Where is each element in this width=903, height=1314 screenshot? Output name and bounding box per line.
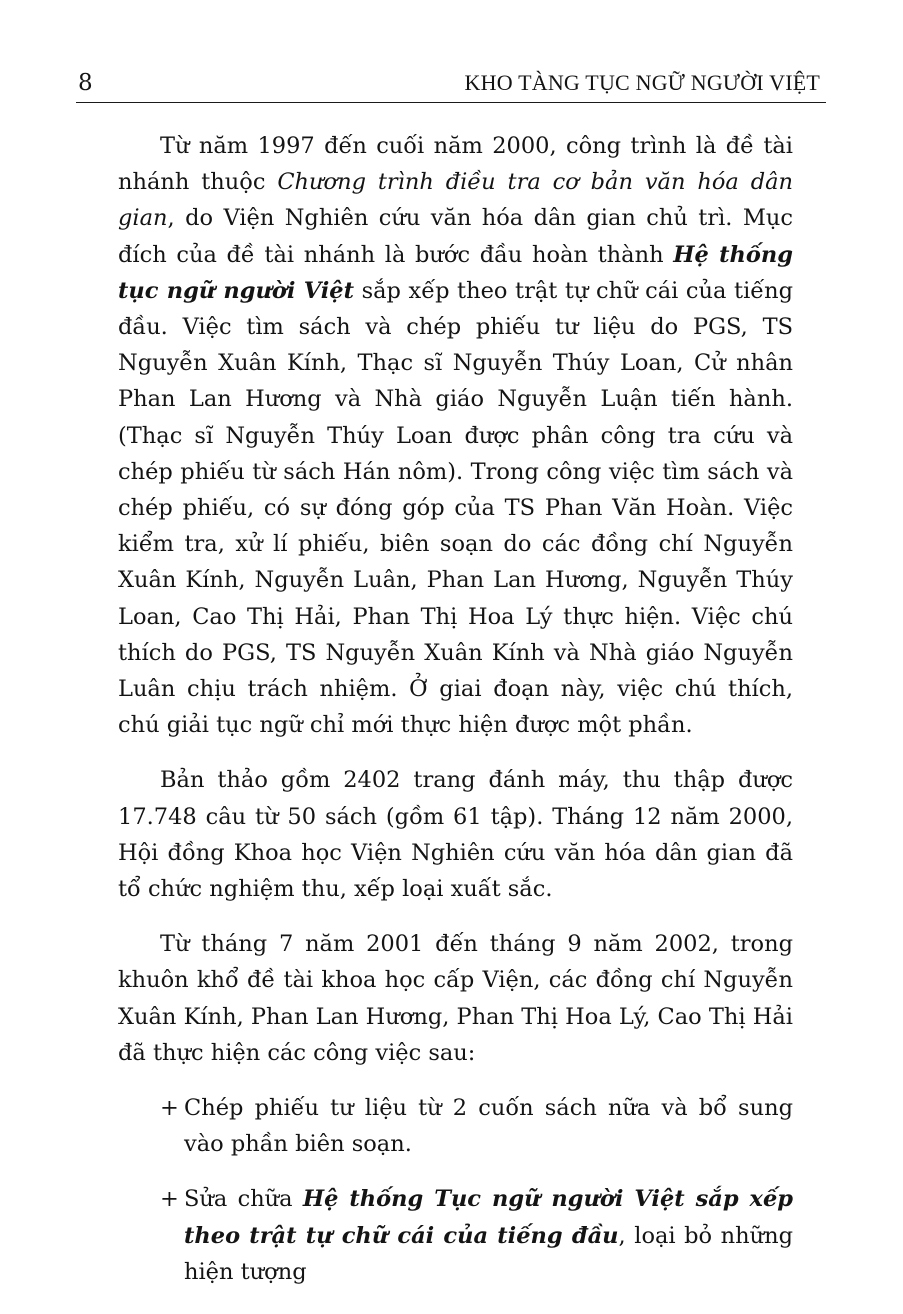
list-item — [160, 1181, 793, 1290]
paragraph-1-text-b: , do Viện Nghiên cứu văn hóa dân gian chủ trì. Mục đích của đề tài nhánh là bước đầu hoàn thành — [118, 205, 793, 268]
program-title: Chương trình điều tra cơ bản văn hóa dân gian — [118, 169, 793, 232]
paragraph-1-text-a: Từ năm 1997 đến cuối năm 2000, công trình là đề tài nhánh thuộc — [118, 133, 793, 196]
list-item — [160, 1090, 793, 1162]
page-number: 8 — [78, 70, 93, 96]
running-title: KHO TÀNG TỤC NGỮ NGƯỜI VIỆT — [464, 70, 820, 95]
paragraph-1-text-c: sắp xếp theo trật tự chữ cái của tiếng đầu. Việc tìm sách và chép phiếu tư liệu do PGS, TS Nguyễn Xuân Kính, Thạc sĩ Nguyễn Thúy Loan, Cử nhân Phan Lan Hương và Nhà giáo Nguyễn Luận tiến hành. (Thạc sĩ Nguyễn Thúy Loan được phân công tra cứu và chép phiếu từ sách Hán nôm). Trong công việc tìm sách và chép phiếu, có sự đóng góp của TS Phan Văn Hoàn. Việc kiểm tra, xử lí phiếu, biên soạn do các đồng chí Nguyễn Xuân Kính, Nguyễn Luân, Phan Lan Hương, Nguyễn Thúy Loan, Cao Thị Hải, Phan Thị Hoa Lý thực hiện. Việc chú thích do PGS, TS Nguyễn Xuân Kính và Nhà giáo Nguyễn Luân chịu trách nhiệm. Ở giai đoạn này, việc chú thích, chú giải tục ngữ chỉ mới thực hiện được một phần. — [118, 277, 793, 739]
page-header — [76, 62, 826, 103]
system-title: Hệ thống tục ngữ người Việt — [118, 241, 793, 304]
list-item-text-a: Sửa chữa — [184, 1186, 303, 1213]
paragraph-1 — [118, 128, 793, 743]
paragraph-2: Bản thảo gồm 2402 trang đánh máy, thu thập được 17.748 câu từ 50 sách (gồm 61 tập). Tháng 12 năm 2000, Hội đồng Khoa học Viện Nghiên cứu văn hóa dân gian đã tổ chức nghiệm thu, xếp loại xuất sắc. — [118, 767, 793, 903]
bullet-mark: + — [160, 1095, 179, 1122]
list-item-text: Chép phiếu tư liệu từ 2 cuốn sách nữa và bổ sung vào phần biên soạn. — [184, 1095, 793, 1158]
paragraph-3: Từ tháng 7 năm 2001 đến tháng 9 năm 2002, trong khuôn khổ đề tài khoa học cấp Viện, các đồng chí Nguyễn Xuân Kính, Phan Lan Hương, Phan Thị Hoa Lý, Cao Thị Hải đã thực hiện các công việc sau: — [118, 931, 793, 1066]
body-text — [118, 128, 793, 1309]
list-item-text-b: , loại bỏ những hiện tượng — [184, 1222, 794, 1285]
system-title-full: Hệ thống Tục ngữ người Việt sắp xếp theo trật tự chữ cái của tiếng đầu — [184, 1186, 793, 1249]
bullet-mark: + — [160, 1186, 179, 1213]
